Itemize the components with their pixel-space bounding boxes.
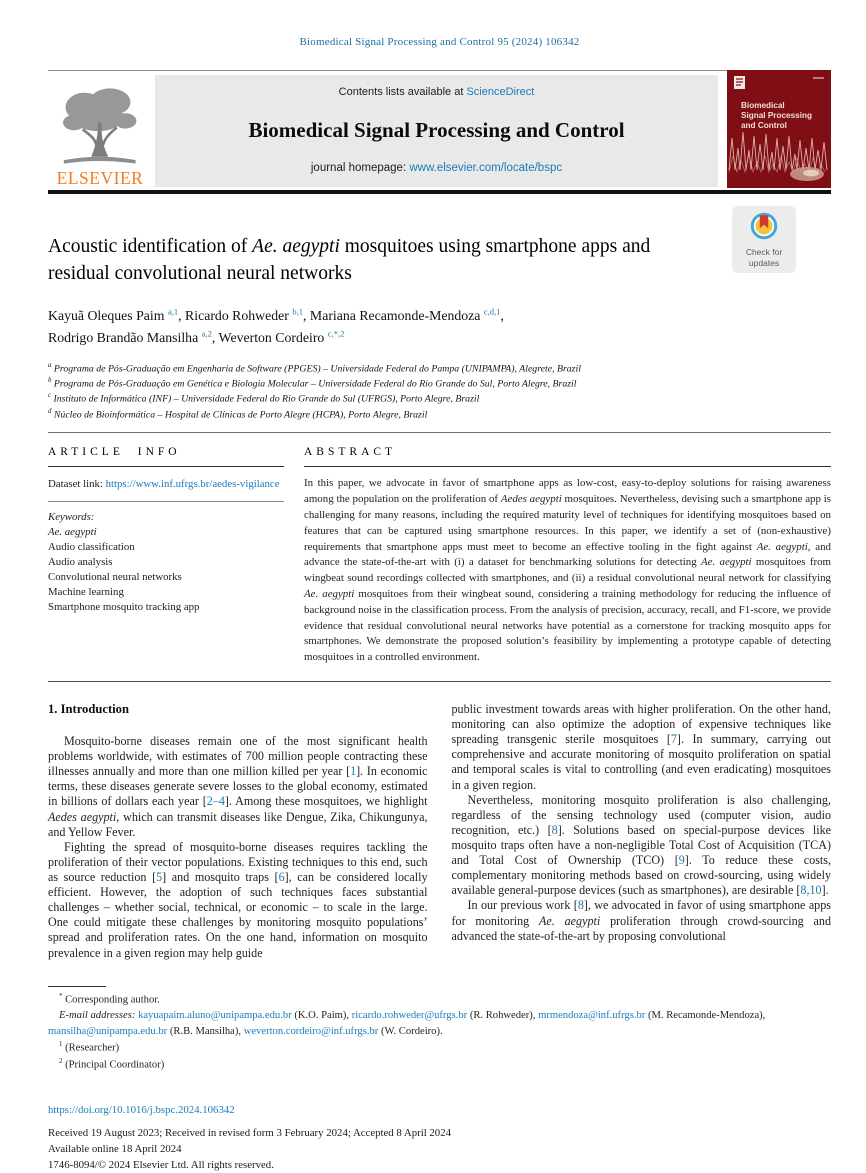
citation-ref[interactable]: 5: [156, 869, 163, 884]
keyword: Machine learning: [48, 585, 124, 598]
affiliations: [48, 361, 831, 423]
keyword: Convolutional neural networks: [48, 571, 182, 583]
inline-link[interactable]: mrmendoza@inf.ufrgs.br: [538, 1010, 646, 1022]
check-for-updates-badge[interactable]: [732, 206, 796, 273]
homepage-url-link[interactable]: www.elsevier.com/locate/bspc: [409, 162, 563, 174]
footnote: $^2$ (Principal Coordinator): [59, 1058, 165, 1071]
affiliation: $^a$ Programa de Pós-Graduação em Engenharia de Software (PPGES) – Universidade Federal do Pampa (UNIPAMPA), Alegrete, Brazil: [48, 361, 581, 374]
author-list: Kayuã Oleques Paim $^{a,1}$, Ricardo Rohweder $^{b,1}$, Mariana Recamonde-Mendoza $^{c,d,1}$, Rodrigo Brandão Mansilha $^{a,2}$, Weverton Cordeiro $^{c,*,2}$: [48, 306, 504, 346]
footnote: $^1$ (Researcher): [59, 1041, 120, 1054]
intro-right-paragraphs: [452, 702, 832, 944]
footnote: * Corresponding author.: [59, 992, 160, 1006]
doi-link[interactable]: https://doi.org/10.1016/j.bspc.2024.106342: [48, 1103, 235, 1116]
affiliation: $^d$ Núcleo de Bioinformática – Hospital de Clínicas de Porto Alegre (HCPA), Porto Alegre, Brazil: [48, 407, 428, 421]
masthead-banner: [48, 75, 831, 187]
intro-left-paragraphs: [48, 734, 428, 961]
footnotes: [48, 992, 831, 1074]
keywords-block: [48, 510, 284, 614]
elsevier-tree-icon: [57, 85, 142, 167]
paragraph: public investment towards areas with higher proliferation. On the other hand, monitoring can also optimize the adoption of expensive techniques like spreading transgenic sterile mosquitoes [7]. In summary, carrying out comprehensive and accurate monitoring of mosquito proliferation on spatial and temporal scales is vital to controlling (and even eradicating) mosquitoes in a given region.: [451, 702, 831, 792]
available-online: Available online 18 April 2024: [48, 1143, 182, 1156]
contents-prefix: Contents lists available at: [338, 86, 467, 98]
paragraph: Mosquito-borne diseases remain one of the most significant health problems worldwide, with estimates of 700 million people contracting these illnesses annually and more than one million killed per year [1]. In economic terms, these diseases generate severe losses to the global economy, estimated in billions of dollars each year [2–4]. Among these mosquitoes, we highlight Aedes aegypti, which can transmit diseases like Dengue, Zika, Chikungunya, and Yellow Fever.: [48, 734, 428, 839]
intro-right-column: [452, 702, 832, 961]
citation-ref[interactable]: 6: [278, 869, 285, 884]
svg-text:Signal Processing: Signal Processing: [741, 111, 812, 120]
inline-link[interactable]: https://www.inf.ufrgs.br/aedes-vigilance: [105, 478, 280, 491]
article-info-heading: ARTICLE INFO: [48, 446, 181, 459]
homepage-prefix: journal homepage:: [310, 162, 410, 174]
svg-text:Biomedical: Biomedical: [741, 101, 785, 110]
inline-link[interactable]: mansilha@unipampa.edu.br: [48, 1026, 168, 1038]
introduction-heading: 1. Introduction: [48, 702, 129, 716]
running-head-journal-ref[interactable]: Biomedical Signal Processing and Control 95 (2024) 106342: [299, 36, 580, 48]
keyword: Smartphone mosquito tracking app: [48, 600, 200, 613]
citation-ref[interactable]: 8: [551, 822, 558, 837]
paragraph: Fighting the spread of mosquito-borne diseases requires tackling the proliferation of their vector populations. Existing techniques to this end, such as source reduction [5] and mosquito traps [6], can be considered locally efficient. However, the adoption of such techniques faces substantial challenges – whether social, technical, or economic – to scale in the large. One could mitigate these challenges by monitoring mosquito populations’ spread and proliferation rates. On the one hand, information on mosquito prevalence in a given region may help guide: [48, 839, 428, 960]
citation-ref[interactable]: 8,10: [800, 883, 822, 898]
citation-ref[interactable]: 7: [670, 732, 677, 747]
keywords-list: [48, 525, 284, 614]
bottom-block: [48, 1102, 831, 1173]
check-for-updates-icon: [748, 211, 780, 241]
introduction-section: [48, 702, 831, 961]
inline-link[interactable]: ricardo.rohweder@ufrgs.br: [351, 1010, 468, 1022]
affiliation: $^b$ Programa de Pós-Graduação em Genética e Biologia Molecular – Universidade Federal do Rio Grande do Sul, Porto Alegre, Brazil: [48, 376, 577, 390]
sciencedirect-link[interactable]: ScienceDirect: [466, 86, 535, 98]
issn-copyright: 1746-8094/© 2024 Elsevier Ltd. All rights reserved.: [48, 1159, 274, 1172]
article-title: Acoustic identification of Ae. aegypti mosquitoes using smartphone apps and residual convolutional neural networks: [48, 236, 651, 284]
article-info-heading-rule: [48, 466, 284, 467]
dataset-link-line: Dataset link: https://www.inf.ufrgs.br/aedes-vigilance: [48, 478, 280, 491]
footnote-rule: [48, 986, 106, 987]
inline-link[interactable]: weverton.cordeiro@inf.ufrgs.br: [243, 1026, 379, 1038]
masthead-bottom-rule: [48, 190, 831, 194]
abstract-heading: ABSTRACT: [304, 446, 397, 459]
top-rule: [48, 70, 831, 71]
journal-masthead: [155, 75, 718, 187]
keyword: Audio analysis: [48, 556, 113, 569]
citation-ref[interactable]: 9: [678, 853, 685, 868]
keyword: Audio classification: [48, 541, 135, 554]
citation-ref[interactable]: 1: [350, 764, 357, 779]
paragraph: Nevertheless, monitoring mosquito proliferation is also challenging, regardless of the sensing technology used (computer vision, audio recognition, etc.) [8]. Solutions based on special-purpose devices like mosquito traps often have a non-negligible Total Cost of Acquisition (TCA) and Total Cost of Ownership (TCO) [9]. To reduce these costs, complementary monitoring methods based on crowd-sourcing, using widely available general-purpose devices (such as smartphones), are desirable [8,10].: [451, 792, 831, 898]
abstract-column: [304, 446, 831, 666]
intro-left-column: [48, 702, 428, 961]
svg-text:and Control: and Control: [741, 121, 787, 130]
abstract-text: In this paper, we advocate in favor of smartphone apps as low-cost, easy-to-deploy solutions for raising awareness among the population on the proliferation of Aedes aegypti mosquitoes. Nevertheless, devising such a smartphone app is challenging for many reasons, including the required maturity level of techniques for identifying mosquitoes based on features that can be captured using smartphone resources. In this paper, we identify a set of (non-exhaustive) requirements that smartphone apps must meet to become an effective tooling in the fight against Ae. aegypti, and advance the state-of-the-art with (i) a dataset for benchmarking solutions for detecting Ae. aegypti mosquitoes from wingbeat sound recordings collected with smartphones, and (ii) a residual convolutional neural network for classifying Ae. aegypti mosquitoes from their wingbeat sound, considering a training methodology for reducing the influence of background noise in the classification process. From the analysis of precision, accuracy, recall, and F1-score, we provide evidence that residual convolutional neural networks have potential as a cornerstone for tracking mosquito apps for smartphones. We demonstrate the proposed solution’s feasibility by implementing a prototype capable of detecting mosquitoes in a controlled environment.: [304, 477, 832, 664]
received-dates: Received 19 August 2023; Received in revised form 3 February 2024; Accepted 8 April 2024: [48, 1126, 451, 1139]
contents-line: [339, 86, 535, 98]
elsevier-wordmark: ELSEVIER: [56, 167, 144, 188]
homepage-line: [311, 162, 562, 174]
elsevier-logo[interactable]: [48, 75, 152, 187]
article-info-column: [48, 446, 284, 666]
affiliation: $^c$ Instituto de Informática (INF) – Universidade Federal do Rio Grande do Sul (UFRGS), Porto Alegre, Brazil: [48, 392, 480, 405]
abstract-bottom-rule: [48, 681, 831, 682]
citation-ref[interactable]: 8: [577, 898, 584, 913]
citation-ref[interactable]: 2–4: [206, 794, 225, 809]
journal-cover-thumbnail[interactable]: [727, 70, 831, 187]
dataset-rule: [48, 501, 284, 502]
paragraph: In our previous work [8], we advocated in favor of using smartphone apps for monitoring Ae. aegypti proliferation through crowd-sourcing and advanced the state-of-the-art by proposing convolutional: [451, 898, 831, 943]
keyword: Ae. aegypti: [48, 526, 97, 539]
journal-title: Biomedical Signal Processing and Control: [248, 117, 625, 142]
footnote: E-mail addresses: kayuapaim.aluno@unipampa.edu.br (K.O. Paim), ricardo.rohweder@ufrgs.br (R. Rohweder), mrmendoza@inf.ufrgs.br (M. Recamonde-Mendoza), mansilha@unipampa.edu.br (R.B. Mansilha), weverton.cordeiro@inf.ufrgs.br (W. Cordeiro).: [48, 1010, 766, 1038]
inline-link[interactable]: kayuapaim.aluno@unipampa.edu.br: [138, 1010, 292, 1022]
keywords-label: Keywords:: [48, 511, 95, 524]
check-for-updates-label: Check for updates: [745, 247, 783, 268]
info-abstract-section: [48, 446, 831, 666]
abstract-heading-rule: [304, 466, 831, 467]
affiliations-rule: [48, 432, 831, 433]
journal-cover-art: [727, 70, 831, 188]
